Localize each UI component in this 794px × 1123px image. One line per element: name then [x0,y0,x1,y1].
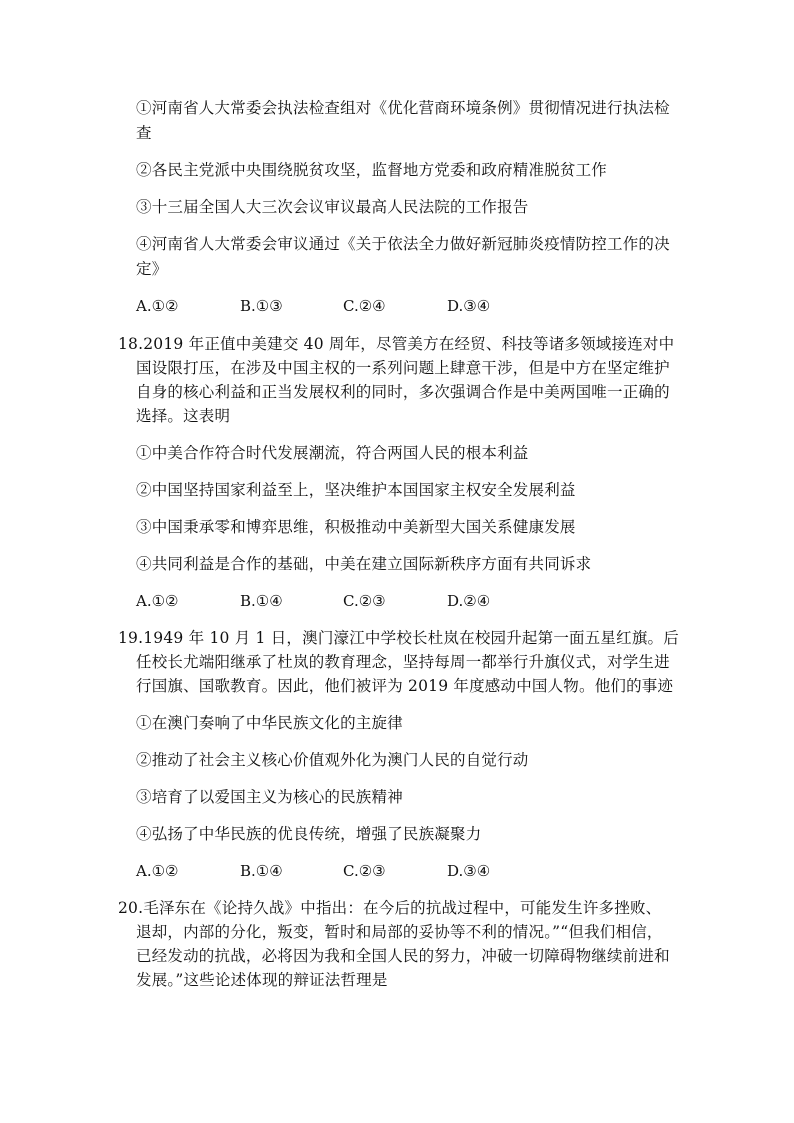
q17-option-a: A.①② [136,297,179,315]
q20-stem-line-1: 20.毛泽东在《论持久战》中指出：在今后的抗战过程中，可能发生许多挫败、 [118,899,662,917]
q17-option-c: C.②④ [343,297,386,315]
q20-stem-line-2: 退却，内部的分化，叛变，暂时和局部的妥协等不利的情况。”“但我们相信， [136,923,663,941]
q18-item-3: ③中国秉承零和博弈思维，积极推动中美新型大国关系健康发展 [136,518,576,536]
q20-stem-line-3: 已经发动的抗战，必将因为我和全国人民的努力，冲破一切障碍物继续前进和 [136,947,670,965]
q18-option-c: C.②③ [343,592,386,610]
q19-item-2: ②推动了社会主义核心价值观外化为澳门人民的自觉行动 [136,751,529,769]
q17-item-2: ②各民主党派中央围绕脱贫攻坚，监督地方党委和政府精准脱贫工作 [136,161,608,179]
q19-item-1: ①在澳门奏响了中华民族文化的主旋律 [136,714,403,732]
q19-stem-line-1: 19.1949 年 10 月 1 日，澳门濠江中学校长杜岚在校园升起第一面五星红旗。后 [118,629,679,647]
q18-option-a: A.①② [136,592,179,610]
q17-item-3: ③十三届全国人大三次会议审议最高人民法院的工作报告 [136,198,529,216]
q17-item-4-line-1: ④河南省人大常委会审议通过《关于依法全力做好新冠肺炎疫情防控工作的决 [136,235,670,253]
q17-option-d: D.③④ [447,297,491,315]
q18-option-d: D.②④ [447,592,491,610]
q19-item-3: ③培育了以爱国主义为核心的民族精神 [136,788,403,806]
q18-stem-line-1: 18.2019 年正值中美建交 40 周年，尽管美方在经贸、科技等诸多领域接连对中 [118,335,675,353]
q19-stem-line-2: 任校长尤端阳继承了杜岚的教育理念，坚持每周一都举行升旗仪式，对学生进 [136,653,670,671]
q18-stem-line-4: 选择。这表明 [136,407,231,425]
q19-item-4: ④弘扬了中华民族的优良传统，增强了民族凝聚力 [136,825,482,843]
q18-option-b: B.①④ [240,592,283,610]
q19-option-d: D.③④ [447,862,491,880]
q19-option-c: C.②③ [343,862,386,880]
q18-stem-line-3: 自身的核心利益和正当发展权利的同时，多次强调合作是中美两国唯一正确的 [136,383,670,401]
q17-option-b: B.①③ [240,297,283,315]
q18-item-1: ①中美合作符合时代发展潮流，符合两国人民的根本利益 [136,444,529,462]
q17-item-1-line-2: 查 [136,124,152,142]
q19-option-a: A.①② [136,862,179,880]
q19-option-b: B.①④ [240,862,283,880]
q19-stem-line-3: 行国旗、国歌教育。因此，他们被评为 2019 年度感动中国人物。他们的事迹 [136,677,674,695]
q18-item-2: ②中国坚持国家利益至上，坚决维护本国国家主权安全发展利益 [136,481,576,499]
q18-item-4: ④共同利益是合作的基础，中美在建立国际新秩序方面有共同诉求 [136,555,592,573]
q18-stem-line-2: 国设限打压，在涉及中国主权的一系列问题上肆意干涉，但是中方在坚定维护 [136,359,670,377]
q20-stem-line-4: 发展。”这些论述体现的辩证法哲理是 [136,971,388,989]
q17-item-4-line-2: 定》 [136,260,168,278]
q17-item-1-line-1: ①河南省人大常委会执法检查组对《优化营商环境条例》贯彻情况进行执法检 [136,99,670,117]
